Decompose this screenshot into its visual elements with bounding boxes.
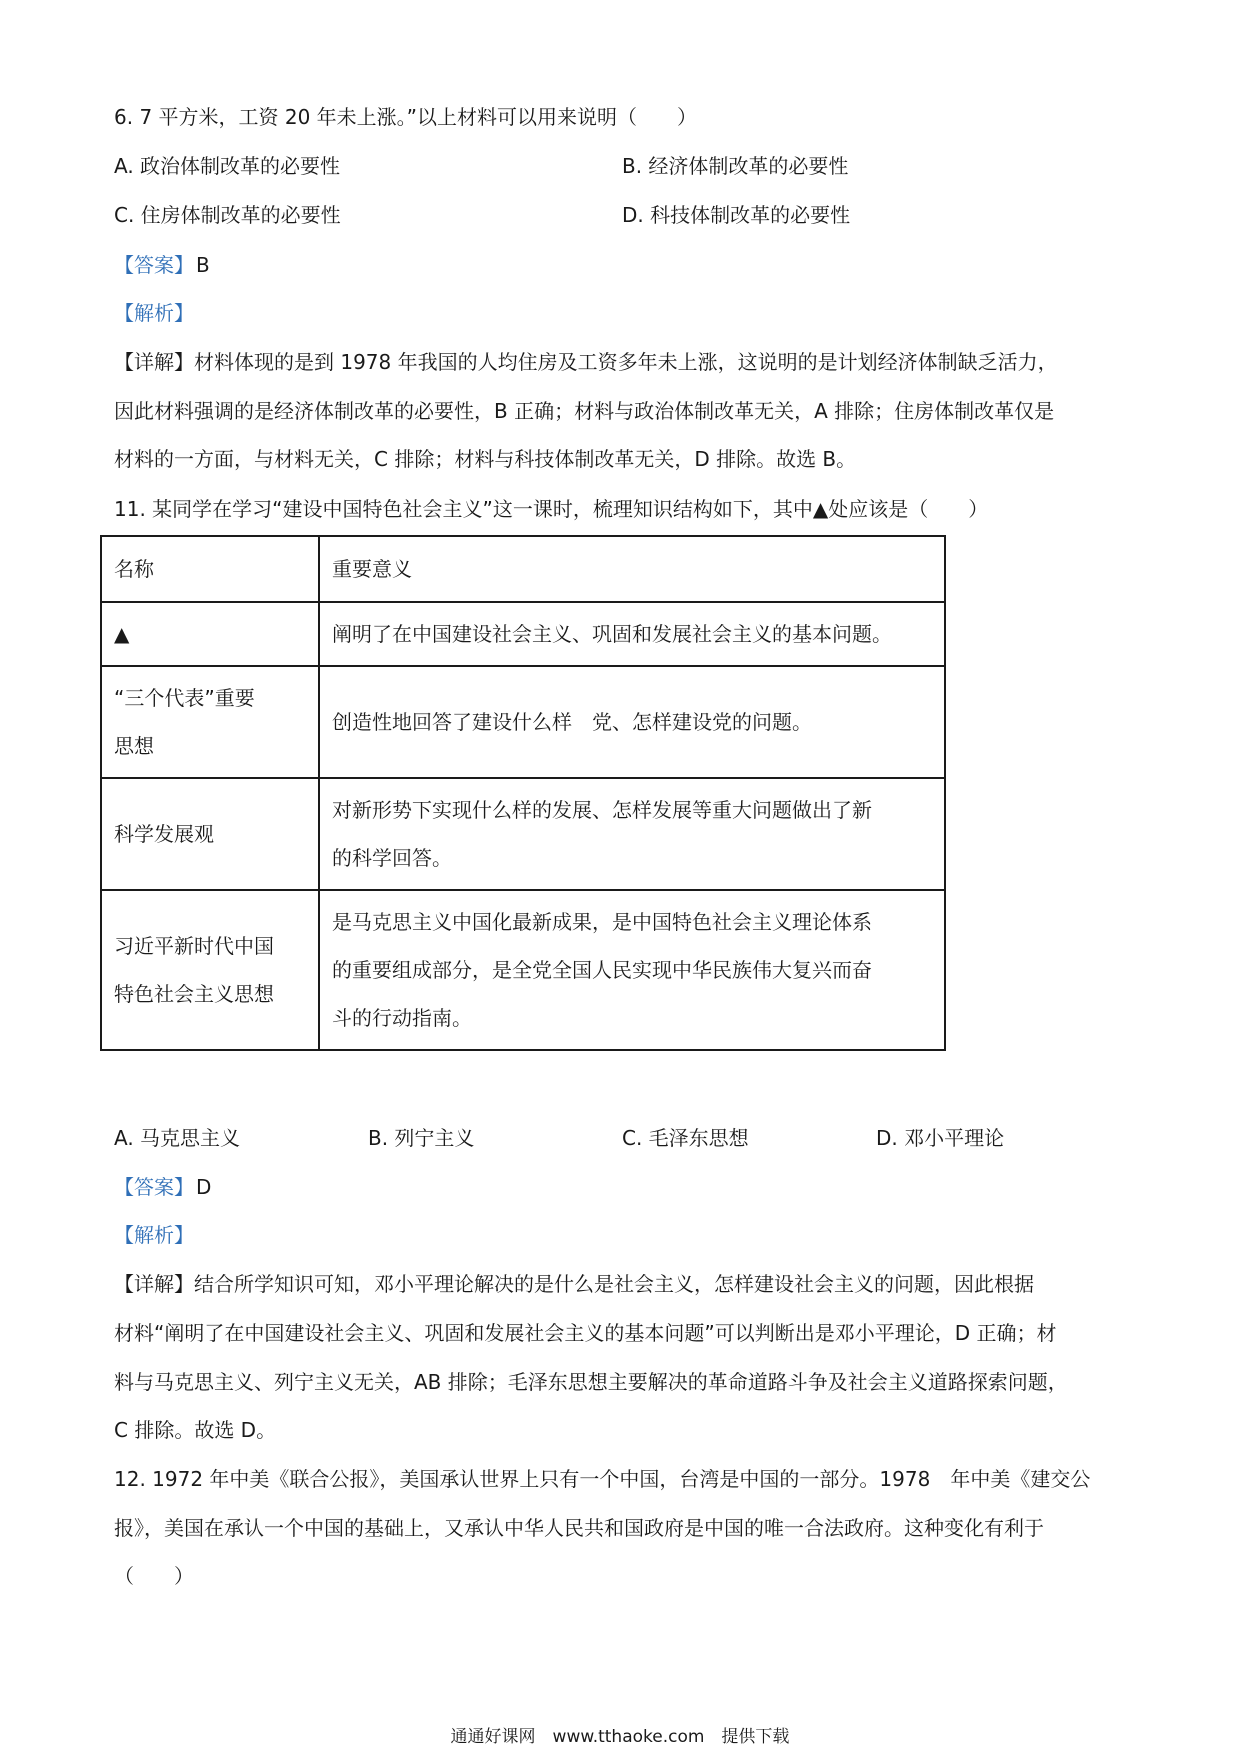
analysis-tag: 【解析】 bbox=[114, 1223, 194, 1247]
detail-tag: 【详解】 bbox=[114, 1272, 194, 1296]
answer-value: D bbox=[196, 1175, 212, 1199]
cell-line: 的科学回答。 bbox=[332, 846, 452, 870]
table-header-cell: 名称 bbox=[101, 536, 319, 602]
q11-detail-line: 材料“阐明了在中国建设社会主义、巩固和发展社会主义的基本问题”可以判断出是邓小平理论，D 正确；材 bbox=[114, 1321, 1057, 1345]
q10-analysis-tag bbox=[114, 298, 1134, 328]
q11-answer bbox=[114, 1172, 1134, 1202]
q11-option-c: C. 毛泽东思想 bbox=[622, 1126, 749, 1150]
q11-stem: 11. 某同学在学习“建设中国特色社会主义”这一课时，梳理知识结构如下，其中▲处应该是（ ） bbox=[114, 497, 989, 521]
cell-line: 科学发展观 bbox=[114, 822, 214, 846]
q11-option-a: A. 马克思主义 bbox=[114, 1126, 241, 1150]
cell-line: 是马克思主义中国化最新成果，是中国特色社会主义理论体系 bbox=[332, 910, 872, 934]
answer-value: B bbox=[196, 253, 210, 277]
cell-line: ▲ bbox=[114, 622, 130, 646]
footer-source: 通通好课网 www.tthaoke.com 提供下载 bbox=[450, 1727, 790, 1747]
table-cell-meaning bbox=[319, 602, 945, 666]
q11-option-d: D. 邓小平理论 bbox=[876, 1126, 1005, 1150]
table-cell-meaning bbox=[319, 778, 945, 890]
cell-line: 习近平新时代中国 bbox=[114, 934, 274, 958]
cell-line: 的重要组成部分，是全党全国人民实现中华民族伟大复兴而奋 bbox=[332, 958, 872, 982]
cell-line: 创造性地回答了建设什么样 党、怎样建设党的问题。 bbox=[332, 710, 812, 734]
q11-detail-line: 料与马克思主义、列宁主义无关，AB 排除；毛泽东思想主要解决的革命道路斗争及社会主义道路探索问题， bbox=[114, 1370, 1068, 1394]
knowledge-table bbox=[100, 535, 946, 1051]
q10-detail-line bbox=[114, 347, 1134, 377]
q10-detail-line: 材料的一方面，与材料无关，C 排除；材料与科技体制改革无关，D 排除。故选 B。 bbox=[114, 447, 857, 471]
table-cell-name bbox=[101, 602, 319, 666]
detail-text: 材料体现的是到 1978 年我国的人均住房及工资多年未上涨，这说明的是计划经济体制缺乏活力， bbox=[194, 350, 1058, 374]
q11-option-b: B. 列宁主义 bbox=[368, 1126, 475, 1150]
q10-option-a: A. 政治体制改革的必要性 bbox=[114, 154, 341, 178]
q10-stem: 6. 7 平方米，工资 20 年未上涨。”以上材料可以用来说明（ ） bbox=[114, 105, 698, 129]
cell-line: 思想 bbox=[114, 734, 154, 758]
detail-tag: 【详解】 bbox=[114, 350, 194, 374]
table-header-cell: 重要意义 bbox=[319, 536, 945, 602]
table-header-row bbox=[101, 536, 945, 602]
q12-line: （ ） bbox=[114, 1564, 194, 1588]
table-cell-meaning bbox=[319, 890, 945, 1050]
q12-line: 12. 1972 年中美《联合公报》，美国承认世界上只有一个中国，台湾是中国的一部分。1978 年中美《建交公 bbox=[114, 1467, 1091, 1491]
table-row bbox=[101, 666, 945, 778]
cell-line: 阐明了在中国建设社会主义、巩固和发展社会主义的基本问题。 bbox=[332, 622, 892, 646]
table-row bbox=[101, 602, 945, 666]
q11-detail-line: C 排除。故选 D。 bbox=[114, 1418, 277, 1442]
cell-line: 斗的行动指南。 bbox=[332, 1006, 472, 1030]
answer-tag: 【答案】 bbox=[114, 253, 194, 277]
answer-tag: 【答案】 bbox=[114, 1175, 194, 1199]
cell-line: “三个代表”重要 bbox=[114, 686, 255, 710]
q10-option-c: C. 住房体制改革的必要性 bbox=[114, 203, 341, 227]
q10-option-b: B. 经济体制改革的必要性 bbox=[622, 154, 849, 178]
q10-detail-line: 因此材料强调的是经济体制改革的必要性，B 正确；材料与政治体制改革无关，A 排除；住房体制改革仅是 bbox=[114, 399, 1055, 423]
q10-option-d: D. 科技体制改革的必要性 bbox=[622, 203, 851, 227]
q12-line: 报》，美国在承认一个中国的基础上，又承认中华人民共和国政府是中国的唯一合法政府。这种变化有利于 bbox=[114, 1516, 1044, 1540]
analysis-tag: 【解析】 bbox=[114, 301, 194, 325]
table-cell-name bbox=[101, 666, 319, 778]
table-row bbox=[101, 778, 945, 890]
detail-text: 结合所学知识可知，邓小平理论解决的是什么是社会主义，怎样建设社会主义的问题，因此根据 bbox=[194, 1272, 1034, 1296]
table-cell-name bbox=[101, 778, 319, 890]
cell-line: 对新形势下实现什么样的发展、怎样发展等重大问题做出了新 bbox=[332, 798, 872, 822]
cell-line: 特色社会主义思想 bbox=[114, 982, 274, 1006]
table-cell-name bbox=[101, 890, 319, 1050]
q11-detail-line bbox=[114, 1269, 1134, 1299]
q10-answer bbox=[114, 250, 1134, 280]
table-row bbox=[101, 890, 945, 1050]
table-cell-meaning bbox=[319, 666, 945, 778]
q11-analysis-tag bbox=[114, 1220, 1134, 1250]
